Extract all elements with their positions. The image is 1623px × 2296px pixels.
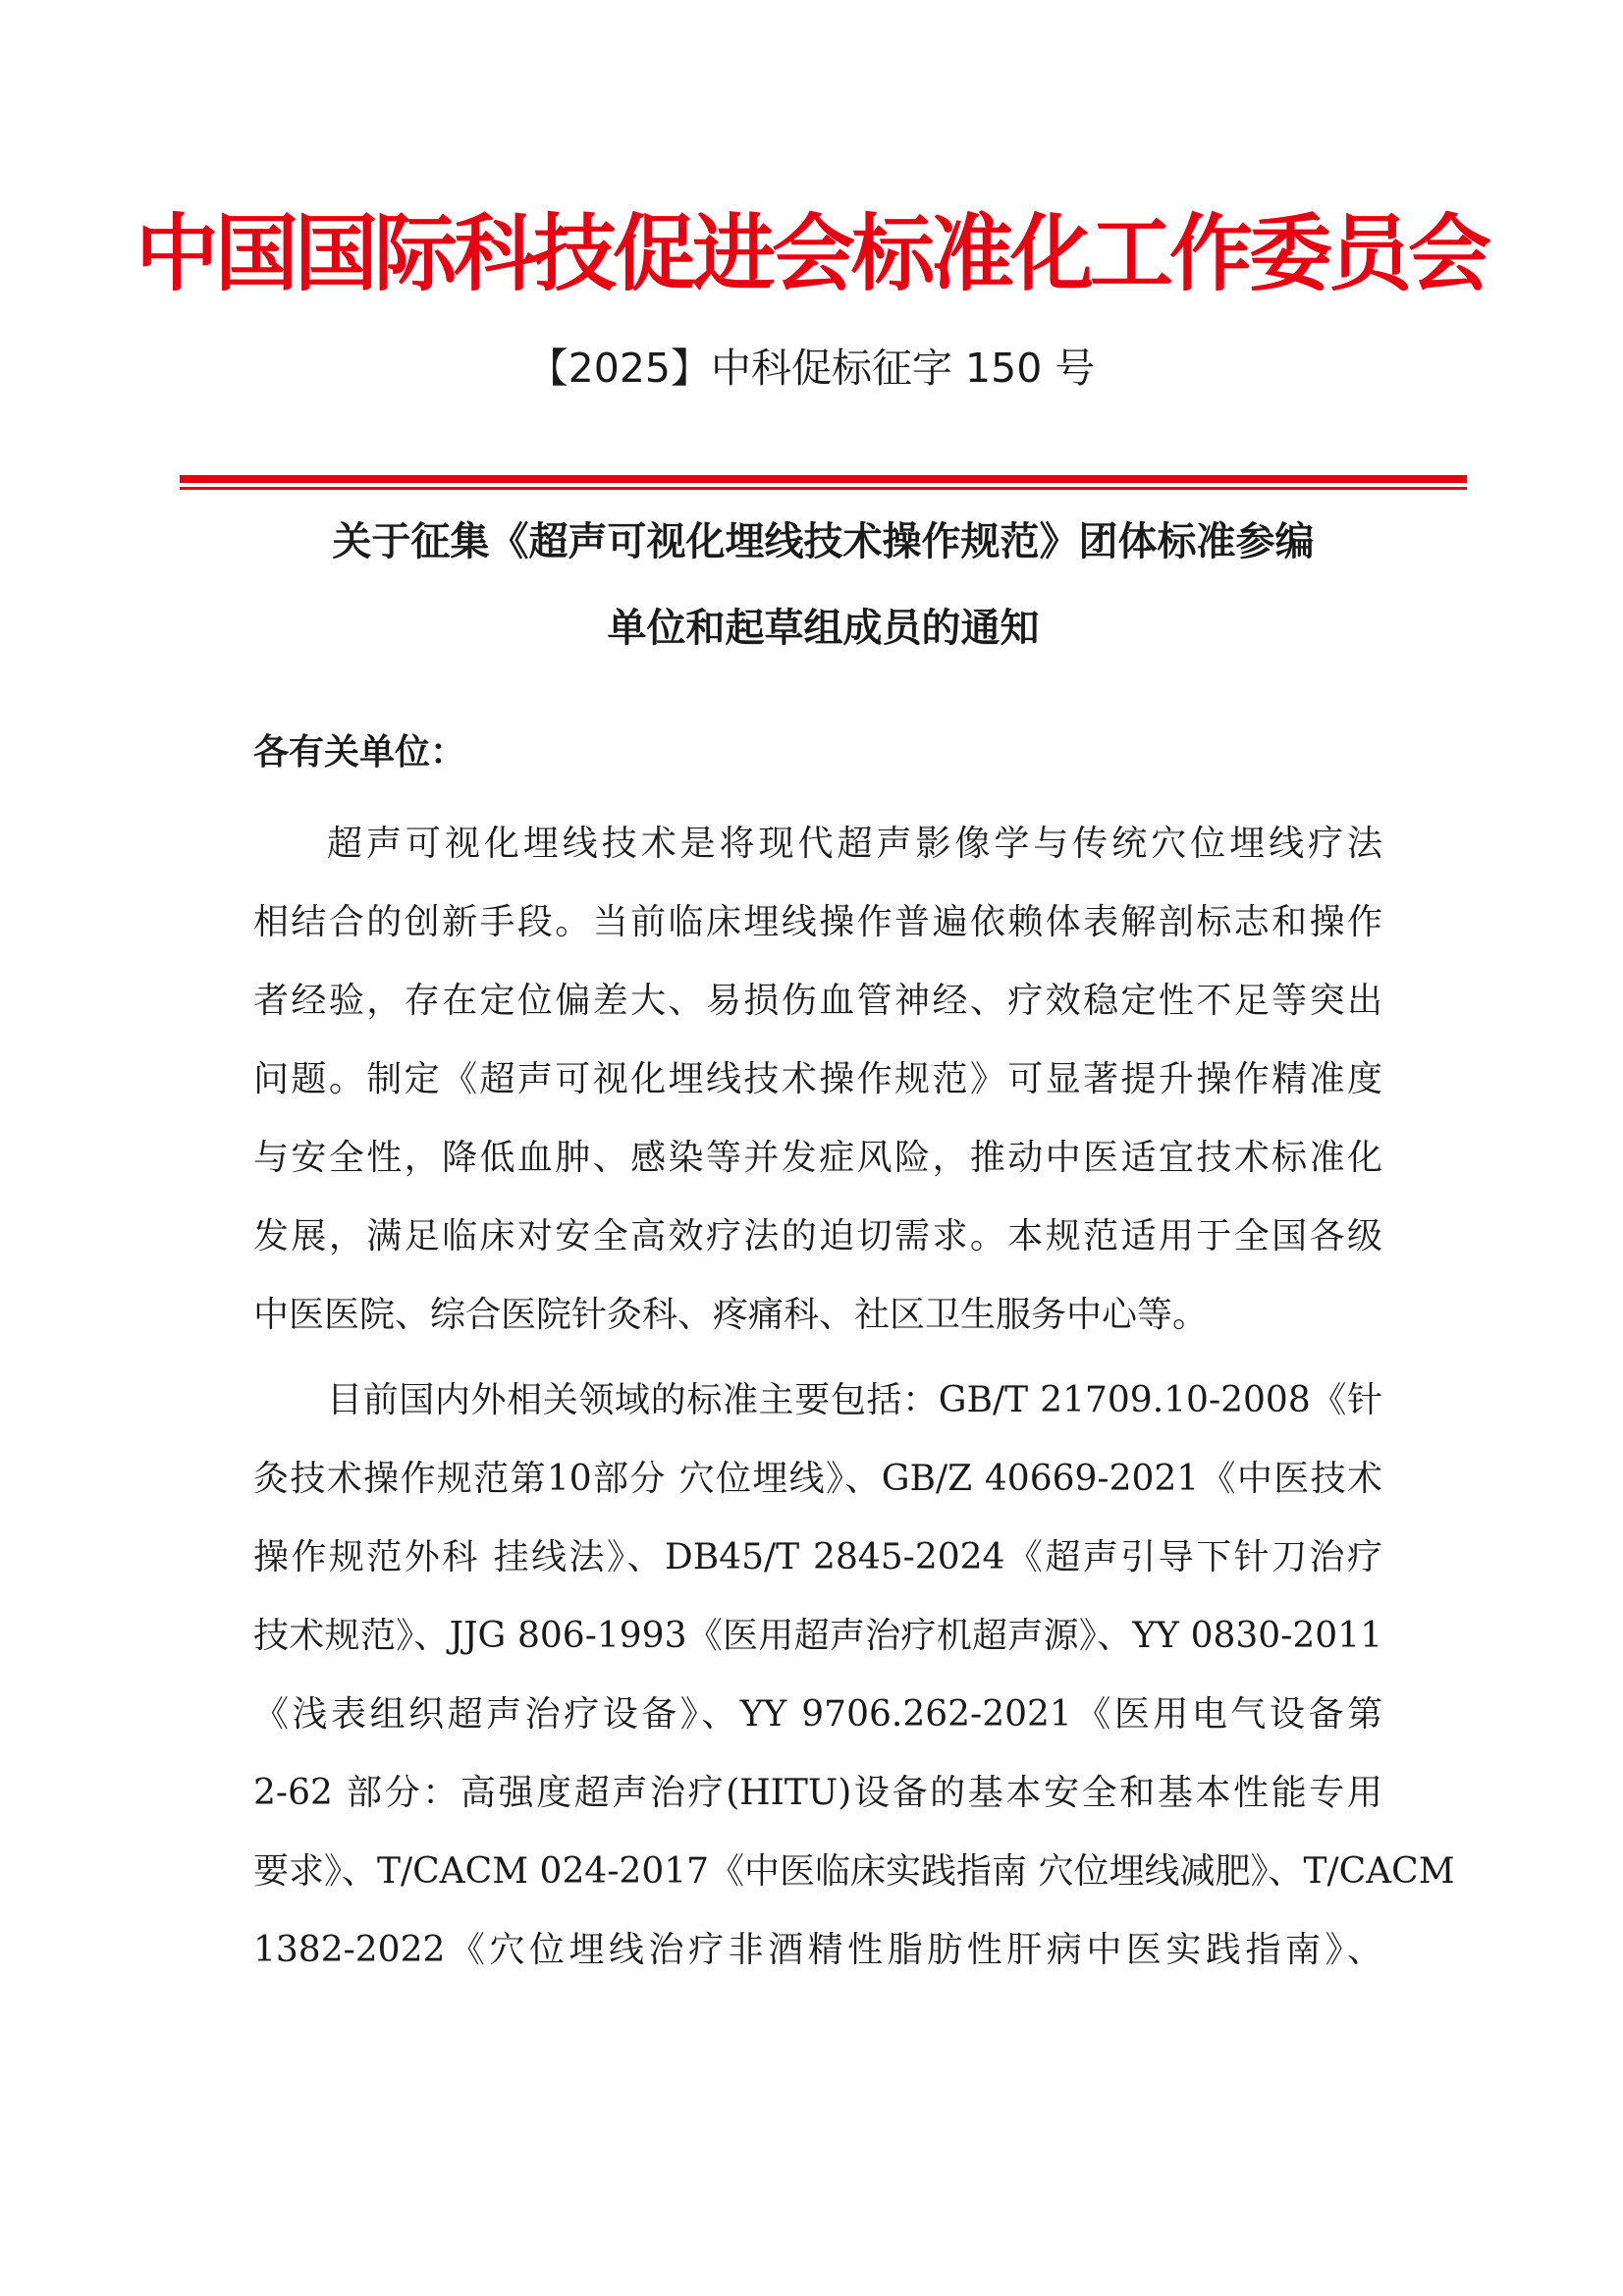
organization-header: 中国国际科技促进会标准化工作委员会 bbox=[135, 206, 1488, 303]
paragraph-1-line: 相结合的创新手段。当前临床埋线操作普遍依赖体表解剖标志和操作 bbox=[253, 902, 1382, 942]
paragraph-1-line: 超声可视化埋线技术是将现代超声影像学与传统穴位埋线疗法 bbox=[327, 824, 1382, 864]
paragraph-2-line: 技术规范》、JJG 806-1993《医用超声治疗机超声源》、YY 0830-2011 bbox=[253, 1616, 1382, 1656]
notice-title-line-1: 关于征集《超声可视化埋线技术操作规范》团体标准参编 bbox=[332, 519, 1315, 564]
paragraph-2-line: 1382-2022《穴位埋线治疗非酒精性脂肪性肝病中医实践指南》、 bbox=[253, 1930, 1382, 1970]
paragraph-1-line: 发展，满足临床对安全高效疗法的迫切需求。本规范适用于全国各级 bbox=[253, 1216, 1382, 1256]
salutation: 各有关单位： bbox=[253, 732, 466, 773]
paragraph-1-line: 与安全性，降低血肿、感染等并发症风险，推动中医适宜技术标准化 bbox=[253, 1138, 1382, 1178]
paragraph-2-line: 灸技术操作规范第10部分 穴位埋线》、GB/Z 40669-2021《中医技术 bbox=[253, 1459, 1382, 1499]
paragraph-1-line: 者经验，存在定位偏差大、易损伤血管神经、疗效稳定性不足等突出 bbox=[253, 981, 1382, 1021]
header-divider-thin bbox=[180, 487, 1467, 490]
notice-title-line-2: 单位和起草组成员的通知 bbox=[607, 606, 1040, 651]
document-number: 【2025】中科促标征字 150 号 bbox=[527, 345, 1096, 392]
paragraph-1-line: 问题。制定《超声可视化埋线技术操作规范》可显著提升操作精准度 bbox=[253, 1059, 1382, 1099]
paragraph-2-line: 2-62 部分：高强度超声治疗(HITU)设备的基本安全和基本性能专用 bbox=[253, 1773, 1382, 1813]
paragraph-1-line: 中医医院、综合医院针灸科、疼痛科、社区卫生服务中心等。 bbox=[253, 1295, 1209, 1335]
header-divider-thick bbox=[180, 475, 1467, 483]
paragraph-2-line: 要求》、T/CACM 024-2017《中医临床实践指南 穴位埋线减肥》、T/CACM bbox=[253, 1851, 1455, 1892]
paragraph-2-line: 《浅表组织超声治疗设备》、YY 9706.262-2021《医用电气设备第 bbox=[253, 1694, 1382, 1735]
paragraph-2-line: 目前国内外相关领域的标准主要包括：GB/T 21709.10-2008《针 bbox=[327, 1380, 1382, 1420]
paragraph-2-line: 操作规范外科 挂线法》、DB45/T 2845-2024《超声引导下针刀治疗 bbox=[253, 1537, 1382, 1577]
